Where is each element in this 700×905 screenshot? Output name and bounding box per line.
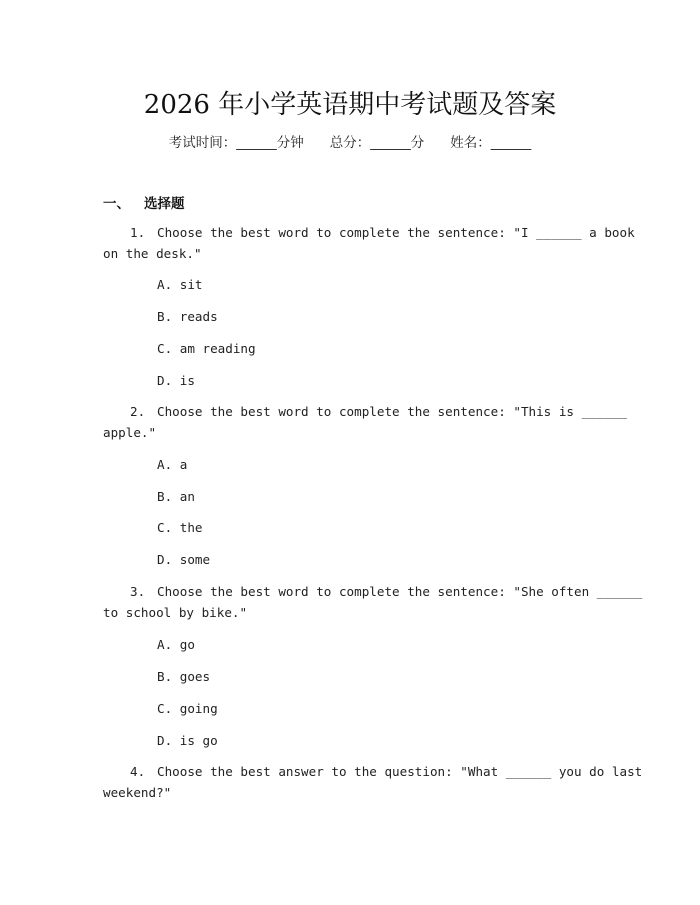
exam-time-unit: 分钟	[276, 135, 304, 151]
question-3-text: Choose the best word to complete the sentence: "She often ______	[157, 584, 643, 599]
question-1-line-2: on the desk."	[103, 246, 202, 261]
question-3-option-b: B. goes	[157, 669, 211, 684]
question-2-option-d: D. some	[157, 552, 211, 567]
question-2-option-c: C. the	[157, 520, 203, 535]
question-2-text: Choose the best word to complete the sentence: "This is ______	[157, 404, 628, 419]
section-heading	[103, 192, 185, 212]
total-score-blank: ______	[370, 135, 411, 151]
question-1-text: Choose the best word to complete the sentence: "I ______ a book	[157, 225, 635, 240]
question-3-option-d: D. is go	[157, 733, 218, 748]
question-1-option-a: A. sit	[157, 277, 203, 292]
question-4-text: Choose the best answer to the question: "What ______ you do last	[157, 764, 643, 779]
question-4-number: 4.	[130, 764, 146, 779]
question-3-option-a: A. go	[157, 637, 195, 652]
total-score-label: 总分：	[329, 135, 371, 151]
question-1-option-b: B. reads	[157, 309, 218, 324]
question-2-option-a: A. a	[157, 457, 188, 472]
question-3-line-1	[103, 584, 643, 599]
question-4-line-1	[103, 764, 643, 779]
question-1-line-1	[103, 225, 635, 240]
section-number: 一、	[103, 196, 130, 212]
question-1-option-d: D. is	[157, 373, 195, 388]
question-2-line-1	[103, 404, 628, 419]
name-label: 姓名：	[450, 135, 491, 151]
name-blank: ______	[490, 135, 532, 151]
exam-time-blank: ______	[236, 135, 277, 151]
exam-time-label: 考试时间：	[168, 135, 237, 151]
section-title: 选择题	[144, 196, 185, 212]
question-3-line-2: to school by bike."	[103, 605, 248, 620]
question-3-option-c: C. going	[157, 701, 218, 716]
page-title: 2026 年小学英语期中考试题及答案	[143, 90, 557, 120]
question-2-number: 2.	[130, 404, 146, 419]
question-3-number: 3.	[130, 584, 146, 599]
question-1-option-c: C. am reading	[157, 341, 256, 356]
question-2-line-2: apple."	[103, 425, 157, 440]
question-2-option-b: B. an	[157, 489, 195, 504]
exam-info-line	[0, 131, 700, 151]
question-1-number: 1.	[130, 225, 146, 240]
question-4-line-2: weekend?"	[103, 785, 172, 800]
total-score-unit: 分	[410, 135, 425, 151]
